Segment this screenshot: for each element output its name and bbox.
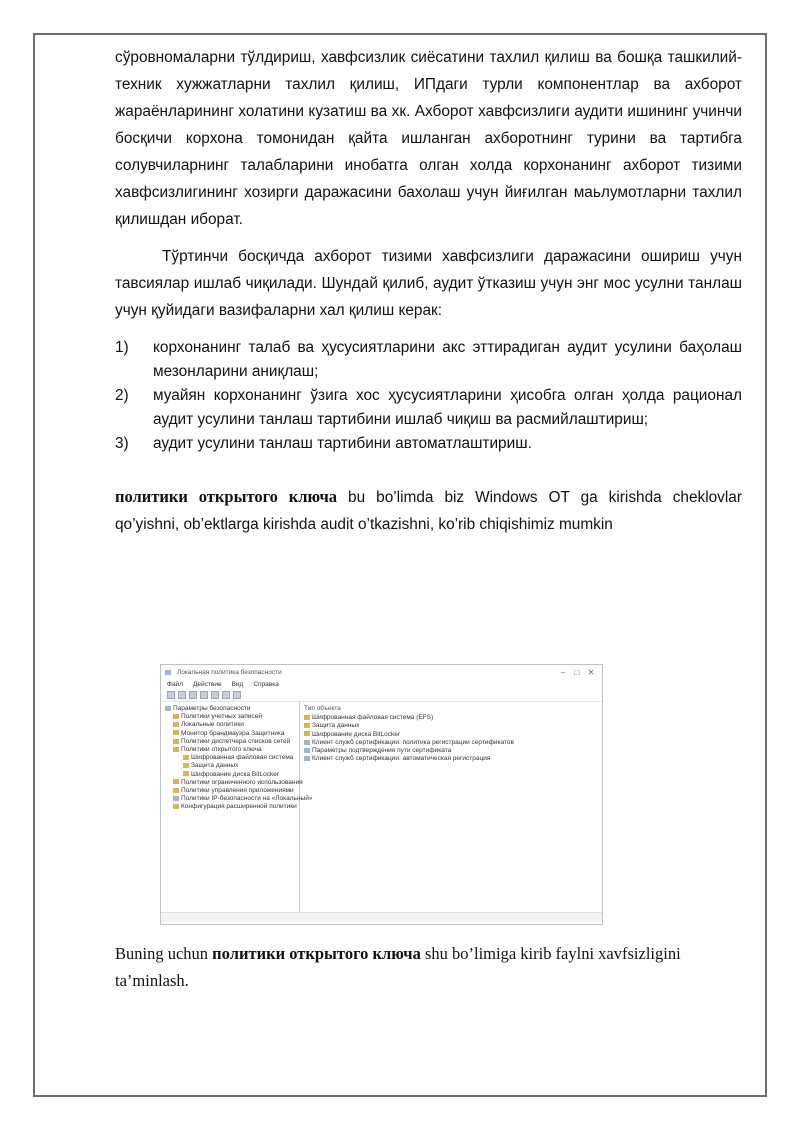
bold-term: политики открытого ключа (212, 944, 421, 963)
tree-item[interactable] (161, 803, 299, 811)
list-label: Клиент служб сертификации: политика регистрации сертификатов (312, 738, 514, 746)
folder-icon (173, 722, 179, 727)
paragraph-2: Тўртинчи босқичда ахборот тизими хавфсизлиги даражасини ошириш учун тавсиялар ишлаб чиқилади. Шундай қилиб, аудит ўтказиш учун энг мос усулни танлаш учун қуйидаги вазифаларни хал қилиш керак: (115, 248, 742, 319)
tree-pane (161, 702, 313, 912)
tree-label: Политики управления приложениями (181, 786, 294, 794)
tree-item[interactable] (161, 771, 299, 779)
folder-icon (173, 788, 179, 793)
list-item (115, 432, 742, 456)
app-icon (165, 670, 171, 675)
folder-icon (183, 763, 189, 768)
closing-text-end: shu bo’limiga kirib faylni xavfsizligini ta’minlash. (115, 944, 681, 990)
export-icon[interactable] (222, 691, 230, 699)
list-label: Шифрование диска BitLocker (312, 730, 400, 738)
list-number: 2) (115, 387, 129, 404)
list-item[interactable] (304, 755, 602, 763)
back-icon[interactable] (167, 691, 175, 699)
menu-item-help[interactable]: Справка (253, 680, 279, 688)
numbered-list (115, 336, 742, 456)
tree-label: Защита данных (191, 762, 239, 770)
tree-item[interactable] (161, 730, 299, 738)
list-text: аудит усулини танлаш тартибини автоматлаштириш. (153, 435, 532, 452)
help-icon[interactable] (233, 691, 241, 699)
folder-icon (183, 755, 189, 760)
folder-icon (304, 731, 310, 736)
forward-icon[interactable] (178, 691, 186, 699)
tree-label: Шифрование диска BitLocker (191, 770, 279, 778)
list-item (115, 336, 742, 383)
panes (161, 702, 602, 912)
document-icon (304, 740, 310, 745)
list-item[interactable] (304, 747, 602, 755)
up-icon[interactable] (189, 691, 197, 699)
folder-icon (173, 804, 179, 809)
list-text: муайян корхонанинг ўзига хос ҳусусиятларини ҳисобга олган ҳолда рационал аудит усулини танлаш тартибини ишлаб чиқиш ва расмийлаштириш; (153, 387, 742, 428)
tree-item[interactable] (161, 713, 299, 721)
bold-term: политики открытого ключа (115, 486, 338, 506)
window-title: Локальная политика безопасности (177, 668, 282, 676)
tree-label: Параметры безопасности (173, 705, 251, 712)
minimize-icon[interactable]: – (560, 667, 566, 677)
closing-text-start: Buning uchun (115, 944, 213, 963)
tree-item[interactable] (161, 705, 299, 713)
menu-item-file[interactable]: Файл (167, 680, 183, 688)
window-titlebar (161, 665, 602, 679)
list-label: Клиент служб сертификации: автоматическая регистрация (312, 755, 491, 763)
tree-label: Политики ограниченного использования (181, 778, 303, 786)
document-icon (304, 748, 310, 753)
toolbar (161, 689, 602, 702)
embedded-screenshot (160, 664, 603, 925)
column-header[interactable]: Тип объекта (304, 705, 341, 712)
tree-item[interactable] (161, 778, 303, 787)
list-text: корхонанинг талаб ва ҳусусиятларини акс эттирадиган аудит усулини баҳолаш мезонларини аниқлаш; (153, 339, 742, 380)
folder-icon (173, 747, 179, 752)
list-label: Шифрованная файловая система (EFS) (312, 714, 434, 722)
folder-icon (173, 739, 179, 744)
list-item (115, 384, 742, 431)
tree-item[interactable] (161, 762, 299, 770)
tree-item[interactable] (161, 754, 299, 762)
maximize-icon[interactable]: □ (574, 667, 580, 677)
tree-label: Конфигурация расширенной политики (181, 803, 297, 811)
list-number: 3) (115, 435, 129, 452)
tree-label: Монитор брандмауэра Защитника (181, 729, 285, 737)
document-icon (304, 756, 310, 761)
folder-icon (173, 714, 179, 719)
list-label: Параметры подтверждения пути сертификата (312, 746, 452, 754)
closing-paragraph (115, 940, 695, 994)
tree-label: Политики учетных записей (181, 713, 263, 721)
tree-label: Шифрованная файловая система (191, 754, 294, 762)
folder-icon (173, 779, 179, 784)
tree-item[interactable] (161, 721, 299, 729)
close-icon[interactable]: ✕ (587, 667, 595, 677)
menu-bar (161, 679, 602, 689)
tree-item[interactable] (161, 746, 299, 754)
folder-icon (173, 730, 179, 735)
list-number: 1) (115, 339, 129, 356)
list-item[interactable] (304, 722, 602, 730)
tree-item[interactable] (161, 787, 299, 795)
paragraph-3 (115, 483, 742, 538)
menu-item-view[interactable]: Вид (231, 680, 244, 688)
status-bar (161, 912, 602, 922)
menu-item-action[interactable]: Действие (192, 680, 222, 688)
network-icon (173, 796, 179, 801)
tree-label: Локальные политики (181, 721, 244, 729)
refresh-icon[interactable] (211, 691, 219, 699)
folder-icon (183, 771, 189, 776)
shield-icon (165, 706, 171, 711)
properties-icon[interactable] (200, 691, 208, 699)
list-item[interactable] (304, 739, 602, 747)
paragraph-1: сўровномаларни тўлдириш, хавфсизлик сиёсатини тахлил қилиш ва бошқа ташкилий-техник хужжатларни тахлил қилиш, ИПдаги турли компонентлар ва ахборот жараёнларининг холатини кузатиш ва хк. Ахборот хавфсизлиги аудити ишининг учинчи босқичи корхона томонидан қайта ишланган ахборотнинг турини ва тартибга солувчиларнинг талабларини инобатга олган холда корхонанинг ахборот тизими хавфсизлигининг хозирги даражасини бахолаш учун йиғилган маьлумотларни тахлил қилишдан иборат. (115, 49, 742, 228)
folder-icon (304, 715, 310, 720)
paragraph-3-text: bu bo’limda biz Windows OT ga kirishda cheklovlar qo’yishni, ob’ektlarga kirishda audit o’tkazishni, ko’rib chiqishimiz mumkin (115, 488, 742, 533)
folder-icon (304, 723, 310, 728)
tree-label: Политики диспетчера списков сетей (181, 737, 291, 745)
details-pane (300, 702, 602, 912)
tree-label: Политики IP-безопасности на «Локальный» (181, 795, 313, 803)
list-label: Защита данных (312, 722, 360, 730)
list-item[interactable] (304, 714, 602, 722)
tree-item[interactable] (161, 738, 299, 746)
list-item[interactable] (304, 731, 602, 739)
tree-label: Политики открытого ключа (181, 745, 262, 753)
document-body (115, 44, 742, 538)
